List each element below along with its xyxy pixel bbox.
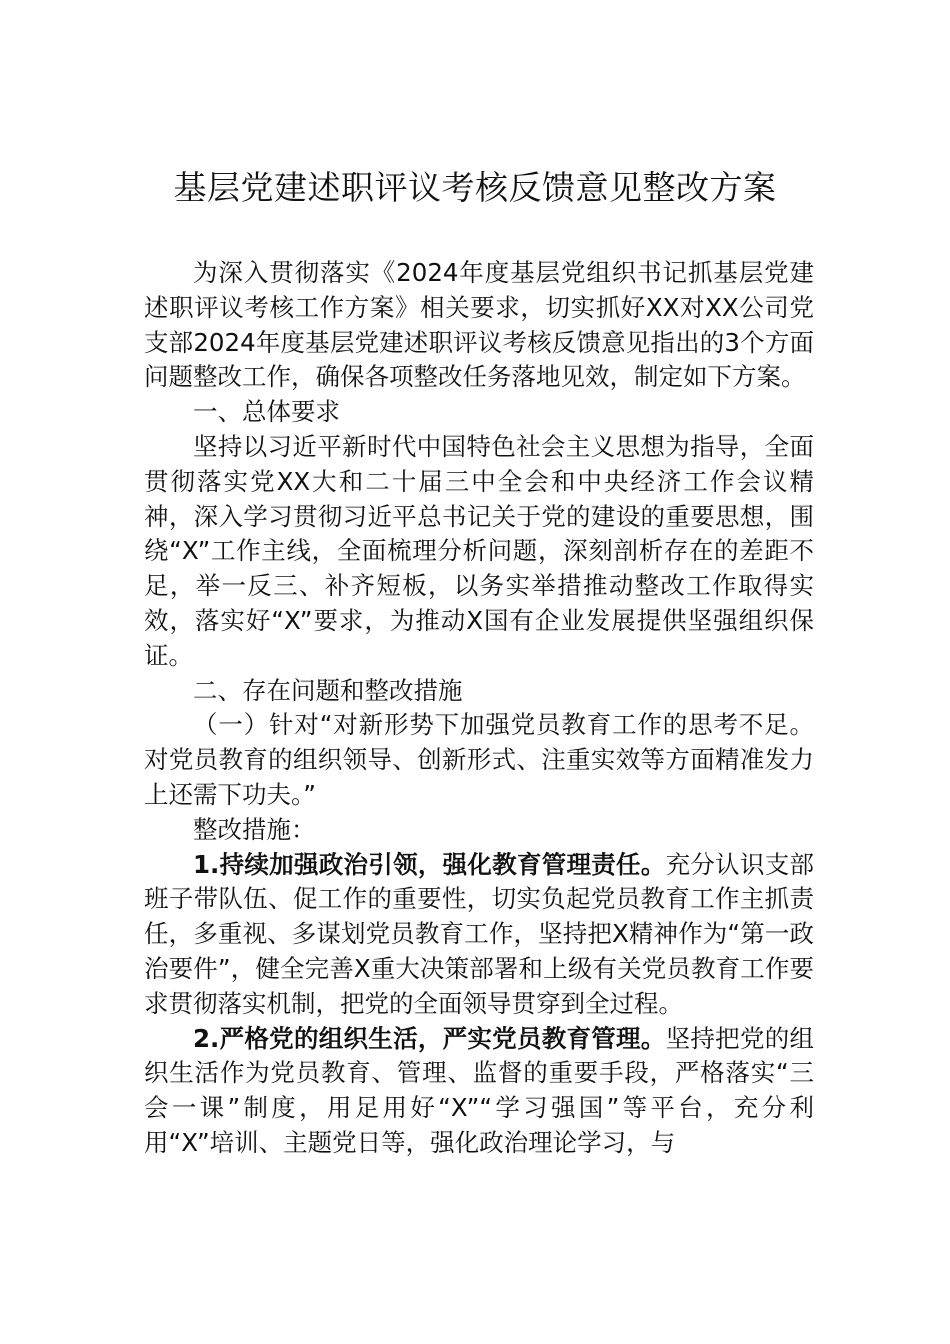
problem-1-paragraph [144,708,814,812]
paragraph-text: 一、总体要求 [193,397,340,427]
paragraph-text: 整改措施： [193,814,316,844]
section-heading-general-requirements [144,395,814,430]
paragraph-text: （一）针对“对新形势下加强党员教育工作的思考不足。对党员教育的组织领导、创新形式、注重实效等方面精准发力上还需下功夫。” [144,710,814,809]
measure-1-paragraph [144,848,814,1022]
general-requirements-paragraph [144,430,814,674]
paragraph-text: 充分认识支部班子带队伍、促工作的重要性，切实负起党员教育工作主抓责任，多重视、多谋划党员教育工作，坚持把X精神作为“第一政治要件”，健全完善X重大决策部署和上级有关党员教育工作要求贯彻落实机制，把党的全面领导贯穿到全过程。 [144,849,814,1018]
document-body [144,256,814,1161]
paragraph-text: 坚持以习近平新时代中国特色社会主义思想为指导，全面贯彻落实党XX大和二十届三中全会和中央经济工作会议精神，深入学习贯彻习近平总书记关于党的建设的重要思想，围绕“X”工作主线，全面梳理分析问题，深刻剖析存在的差距不足，举一反三、补齐短板，以务实举措推动整改工作取得实效，落实好“X”要求，为推动X国有企业发展提供坚强组织保证。 [144,431,814,670]
document-title: 基层党建述职评议考核反馈意见整改方案 [173,168,777,207]
measure-2-heading: 2.严格党的组织生活，严实党员教育管理。 [193,1023,666,1053]
intro-paragraph [144,256,814,395]
paragraph-text: 二、存在问题和整改措施 [193,675,463,705]
section-heading-problems-and-measures [144,674,814,709]
paragraph-text: 坚持把党的组织生活作为党员教育、管理、监督的重要手段，严格落实“三会一课”制度，用足用好“X”“学习强国”等平台，充分利用“X”培训、主题党日等，强化政治理论学习，与 [144,1023,814,1157]
measures-label [144,813,814,848]
measure-1-heading: 1.持续加强政治引领，强化教育管理责任。 [193,849,666,879]
measure-2-paragraph [144,1022,814,1161]
paragraph-text: 为深入贯彻落实《2024年度基层党组织书记抓基层党建述职评议考核工作方案》相关要求，切实抓好XX对XX公司党支部2024年度基层党建述职评议考核反馈意见指出的3个方面问题整改工作，确保各项整改任务落地见效，制定如下方案。 [144,258,814,392]
